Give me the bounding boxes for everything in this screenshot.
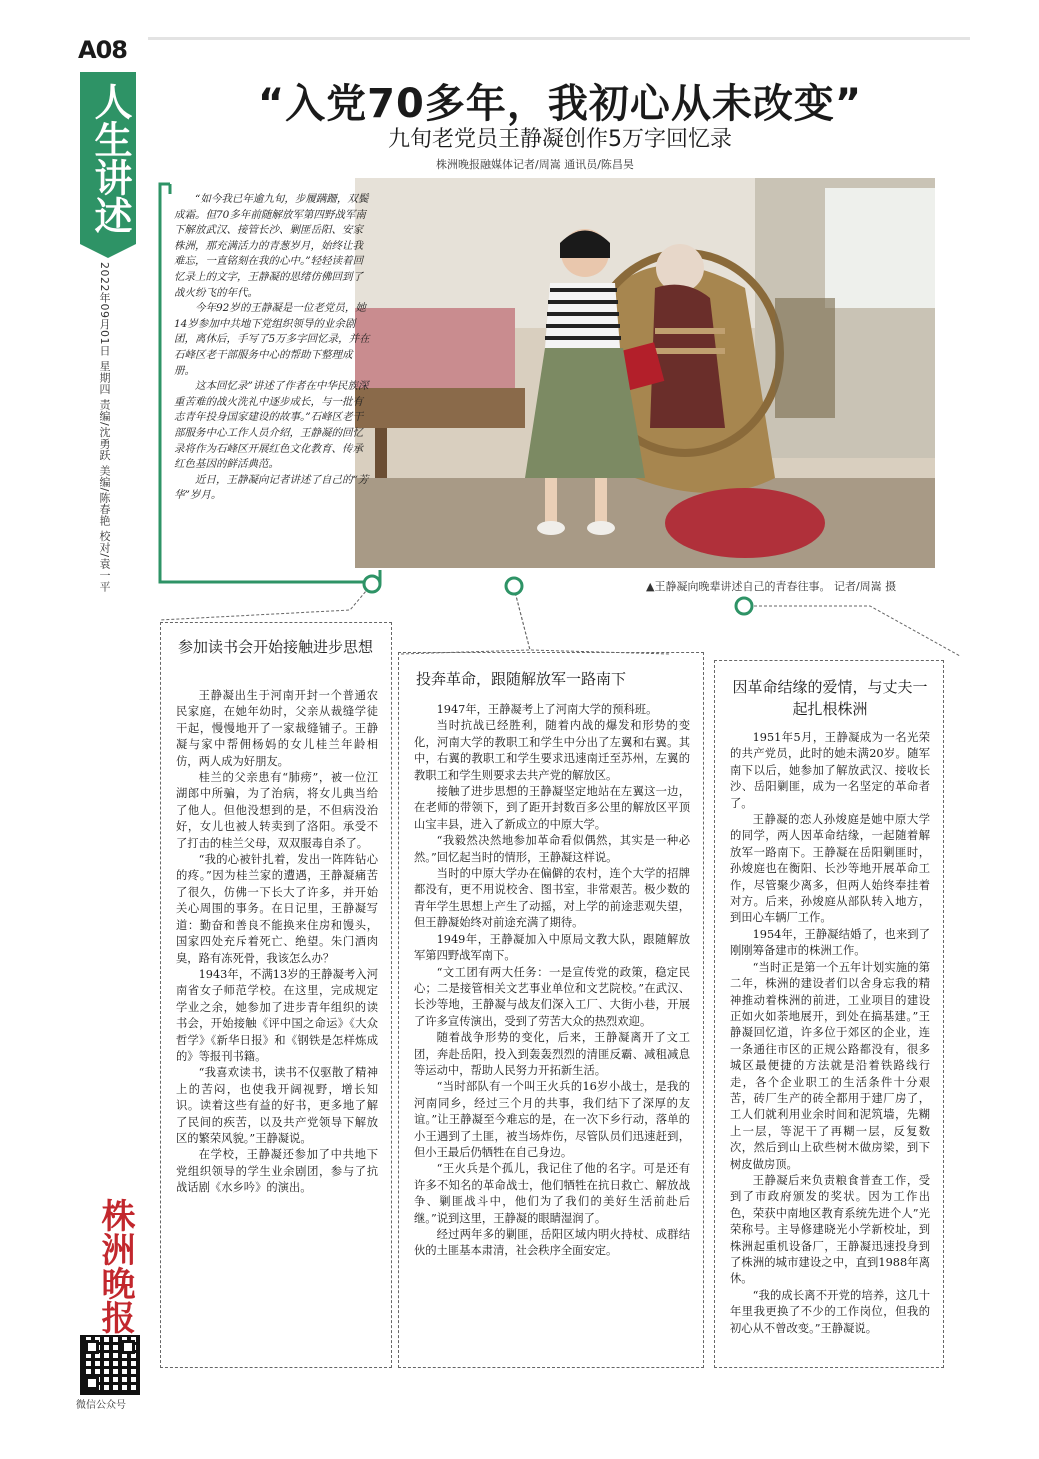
section-paragraph: 当时的中原大学办在偏僻的农村，连个大学的招牌都没有，更不用说校舍、图书室，非常艰苦。极少数的青年学生思想上产生了动摇，对上学的前途悲观失望，但王静凝始终对前途充满了期待。 [414, 867, 690, 930]
section-paragraph: 王静凝的恋人孙焌庭是她中原大学的同学，两人因革命结缘，一起随着解放军一路南下。王静凝在岳阳剿匪时，孙焌庭也在衡阳、长沙等地开展革命工作，尽管聚少离多，但两人始终奉挂着对方。后来，孙焌庭从部队转入地方，到田心车辆厂工作。 [730, 813, 930, 925]
section-paragraph: “我的心被针扎着，发出一阵阵钻心的疼。”因为桂兰家的遭遇，王静凝痛苦了很久，仿佛一下长大了许多，并开始关心周围的事务。在日记里，王静凝写道：勤奋和善良不能换来住房和馒头，国家四处充斥着死亡、绝望。朱门酒肉臭，路有冻死骨，我该怎么办？ [176, 853, 378, 965]
section-paragraph: 桂兰的父亲患有“肺痨”，被一位江湖郎中所骗，为了治病，将女儿典当给了他人。但他没想到的是，不但病没治好，女儿也被人转卖到了洛阳。承受不了打击的桂兰父母，双双服毒自杀了。 [176, 771, 378, 850]
section-paragraph: 在学校，王静凝还参加了中共地下党组织领导的学生业余剧团，参与了抗战话剧《水乡吟》的演出。 [176, 1148, 378, 1195]
section-body-3 [730, 730, 930, 1337]
intro-paragraph: “如今我已年逾九旬，步履蹒跚，双鬓成霜。但70多年前随解放军第四野战军南下解放武汉、接管长沙、剿匪岳阳、安家株洲，那充满活力的青葱岁月，始终让我难忘，一直铭刻在我的心中。”轻轻读着回忆录上的文字，王静凝的思绪仿佛回到了战火纷飞的年代。 [174, 193, 369, 299]
section-body-1 [176, 688, 378, 1197]
qr-label: 微信公众号 [76, 1400, 126, 1411]
headline-subtitle: 九旬老党员王静凝创作5万字回忆录 [388, 127, 732, 152]
node-circle-icon [506, 578, 522, 594]
page-number: A08 [78, 36, 127, 64]
section-paragraph: “我喜欢读书，读书不仅驱散了精神上的苦闷，也使我开阔视野，增长知识。读着这些有益的好书，更多地了解了民间的疾苦，以及共产党领导下解放区的繁荣风貌。”王静凝说。 [176, 1066, 378, 1145]
column-badge-notch [80, 244, 136, 258]
section-paragraph: 随着战争形势的变化，后来，王静凝离开了文工团，奔赴岳阳，投入到轰轰烈烈的清匪反霸、减租减息等运动中，帮助人民努力开拓新生活。 [414, 1031, 690, 1077]
photo-caption: ▲王静凝向晚辈讲述自己的青春往事。 记者/周嵩 摄 [646, 580, 897, 593]
photo-illustration [355, 178, 935, 568]
section-paragraph: “王火兵是个孤儿，我记住了他的名字。可是还有许多不知名的革命战士，他们牺牲在抗日救亡、解放战争、剿匪战斗中，他们为了我们的美好生活前赴后继。”说到这里，王静凝的眼睛湿润了。 [414, 1162, 690, 1225]
section-paragraph: “当时正是第一个五年计划实施的第二年，株洲的建设者们以舍身忘我的精神推动着株洲的前进，工业项目的建设正如火如荼地展开，到处在搞基建。”王静凝回忆道，许多位于郊区的企业，连一条通往市区的正规公路都没有，很多城区最便捷的方法就是沿着铁路线行走，各个企业职工的生活条件十分艰苦，砖厂生产的砖全都用于建厂房了，工人们就利用业余时间和泥筑墙，先糊上一层，等泥干了再糊一层，反复数次，然后到山上砍些树木做房梁，到下树皮做房顶。 [730, 960, 930, 1171]
section-heading-1: 参加读书会开始接触进步思想 [178, 638, 374, 656]
section-paragraph: 1951年5月，王静凝成为一名光荣的共产党员，此时的她未满20岁。随军南下以后，她参加了解放武汉、接收长沙、岳阳剿匪，成为一名坚定的革命者了。 [730, 731, 930, 810]
section-paragraph: “我毅然决然地参加革命看似偶然，其实是一种必然。”回忆起当时的情形，王静凝这样说。 [414, 834, 690, 864]
section-body-2 [414, 702, 690, 1260]
section-paragraph: 1954年，王静凝结婚了，也来到了刚刚筹备建市的株洲工作。 [730, 927, 930, 958]
qr-code-icon[interactable] [80, 1335, 140, 1395]
section-paragraph: 1947年，王静凝考上了河南大学的预科班。 [436, 703, 658, 716]
intro-text [174, 192, 370, 504]
section-heading-2: 投奔革命，跟随解放军一路南下 [416, 670, 627, 688]
intro-paragraph: 这本回忆录”讲述了作者在中华民族深重苦难的战火洗礼中逐步成长，与一批有志青年投身国家建设的故事。”石峰区老干部服务中心工作人员介绍，王静凝的回忆录将作为石峰区开展红色文化教育、传承红色基因的鲜活典范。 [174, 380, 369, 471]
headline-title: “入党70多年，我初心从未改变” [257, 81, 863, 127]
section-paragraph: “文工团有两大任务：一是宣传党的政策，稳定民心；二是接管相关文艺事业单位和文艺院校。”在武汉、长沙等地，王静凝与战友们深入工厂、大街小巷，开展了许多宣传演出，受到了劳苦大众的热烈欢迎。 [414, 965, 690, 1028]
paper-logo: 株洲晚报 [95, 1198, 135, 1334]
node-circle-icon [736, 598, 752, 614]
intro-paragraph: 今年92岁的王静凝是一位老党员，她14岁参加中共地下党组织领导的业余剧团，离休后，手写了5万多字回忆录，并在石峰区老干部服务中心的帮助下整理成册。 [174, 302, 370, 377]
qr-corner [85, 1376, 99, 1390]
byline: 株洲晚报融媒体记者/周嵩 通讯员/陈昌昊 [436, 158, 634, 171]
section-paragraph: 经过两年多的剿匪，岳阳区域内明火持杖、成群结伙的土匪基本肃清，社会秩序全面安定。 [414, 1228, 690, 1258]
section-paragraph: “我的成长离不开党的培养，这几十年里我更换了不少的工作岗位，但我的初心从不曾改变。”王静凝说。 [730, 1288, 930, 1335]
section-paragraph: “当时部队有一个叫王火兵的16岁小战士，是我的河南同乡，经过三个月的共事，我们结下了深厚的友谊。”让王静凝至今难忘的是，在一次下乡行动，落单的小王遇到了土匪，被当场炸伤，尽管队员们迅速赶到，但小王最后仍牺牲在自己身边。 [414, 1080, 690, 1159]
section-heading-3: 因革命结缘的爱情，与丈夫一起扎根株洲 [732, 678, 928, 718]
intro-paragraph: 近日，王静凝向记者讲述了自己的“芳华”岁月。 [174, 473, 369, 502]
section-paragraph: 当时抗战已经胜利，随着内战的爆发和形势的变化，河南大学的教职工和学生中分出了左翼和右翼。其中，右翼的教职工和学生要求迅速南迁至苏州，左翼的教职工和学生则要求去共产党的解放区。 [414, 719, 690, 782]
section-paragraph: 1949年，王静凝加入中原局文教大队，跟随解放军第四野战军南下。 [414, 932, 690, 963]
qr-corner [121, 1340, 135, 1354]
dateline: 2022年09月01日 星期四 责编/沈勇跃 美编/陈春艳 校对/袁一平 [98, 262, 111, 593]
section-paragraph: 1943年，不满13岁的王静凝考入河南省女子师范学校。在这里，完成规定学业之余，她参加了进步青年组织的读书会，开始接触《评中国之命运》《大众哲学》《新华日报》和《钢铁是怎样炼成的》等报刊书籍。 [176, 967, 378, 1063]
section-paragraph: 王静凝出生于河南开封一个普通农民家庭，在她年幼时，父亲从裁缝学徒干起，慢慢地开了一家裁缝铺子。王静凝与家中帮佣杨妈的女儿桂兰年龄相仿，两人成为好朋友。 [176, 689, 378, 768]
node-circle-icon [364, 576, 380, 592]
top-rule [148, 37, 970, 40]
column-badge: 人生讲述 [80, 72, 136, 244]
section-paragraph: 接触了进步思想的王静凝坚定地站在左翼这一边，在老师的带领下，到了距开封数百多公里的解放区平顶山宝丰县，进入了新成立的中原大学。 [414, 785, 690, 831]
section-paragraph: 王静凝后来负责粮食普查工作，受到了市政府颁发的奖状。因为工作出色，荣获中南地区教育系统先进个人”光荣称号。主导修建晓光小学新校址，到株洲起重机设备厂，王静凝迅速投身到了株洲的城市建设之中，直到1988年离休。 [730, 1173, 930, 1286]
qr-corner [85, 1340, 99, 1354]
news-photo [355, 178, 935, 568]
